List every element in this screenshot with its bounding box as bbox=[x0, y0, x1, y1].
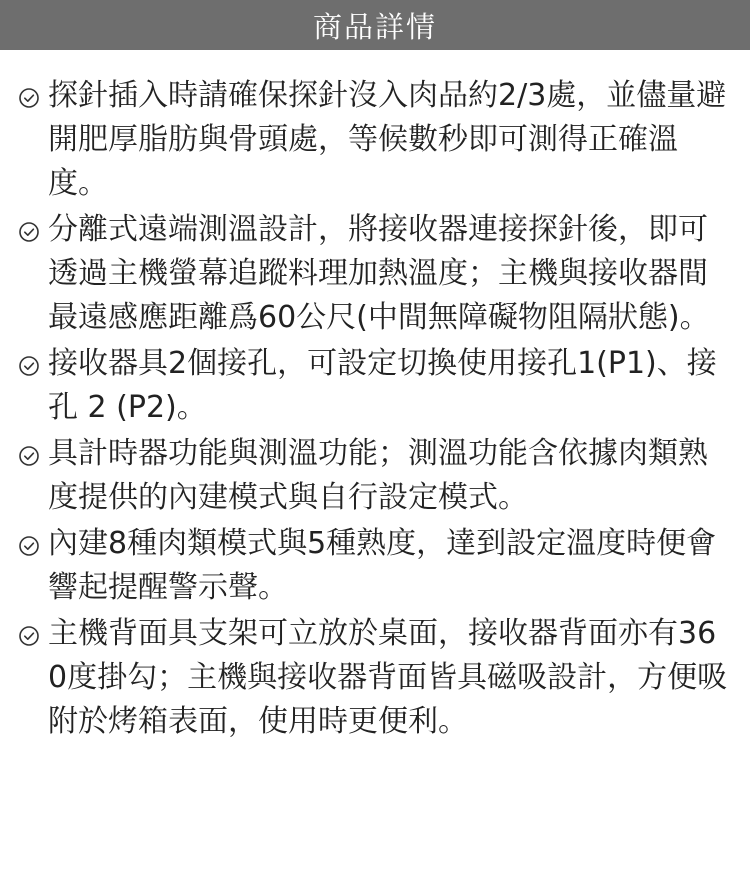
feature-text: 分離式遠端測溫設計，將接收器連接探針後，即可透過主機螢幕追蹤料理加熱溫度；主機與接收器間最遠感應距離爲60公尺(中間無障礙物阻隔狀態)。 bbox=[48, 212, 710, 335]
feature-text: 接收器具2個接孔，可設定切換使用接孔1(P1)、接孔 2 (P2)。 bbox=[48, 346, 717, 425]
feature-text: 具計時器功能與測溫功能；測溫功能含依據肉類熟度提供的內建模式與自行設定模式。 bbox=[48, 436, 708, 515]
feature-item bbox=[18, 522, 734, 610]
check-circle-icon bbox=[18, 74, 48, 118]
section-title: 商品詳情 bbox=[312, 9, 437, 44]
feature-list bbox=[0, 50, 750, 744]
feature-text: 探針插入時請確保探針沒入肉品約2/3處，並儘量避開肥厚脂肪與骨頭處，等候數秒即可測得正確溫度。 bbox=[48, 78, 727, 201]
check-circle-icon bbox=[18, 208, 48, 252]
section-header bbox=[0, 0, 750, 50]
feature-item bbox=[18, 208, 734, 340]
check-circle-icon bbox=[18, 342, 48, 386]
feature-item bbox=[18, 342, 734, 430]
check-circle-icon bbox=[18, 432, 48, 476]
feature-item bbox=[18, 432, 734, 520]
check-circle-icon bbox=[18, 612, 48, 656]
feature-text: 主機背面具支架可立放於桌面，接收器背面亦有360度掛勾；主機與接收器背面皆具磁吸設計，方便吸附於烤箱表面，使用時更便利。 bbox=[48, 616, 728, 739]
feature-item bbox=[18, 612, 734, 744]
check-circle-icon bbox=[18, 522, 48, 566]
feature-item bbox=[18, 74, 734, 206]
feature-text: 內建8種肉類模式與5種熟度，達到設定溫度時便會響起提醒警示聲。 bbox=[48, 526, 717, 605]
